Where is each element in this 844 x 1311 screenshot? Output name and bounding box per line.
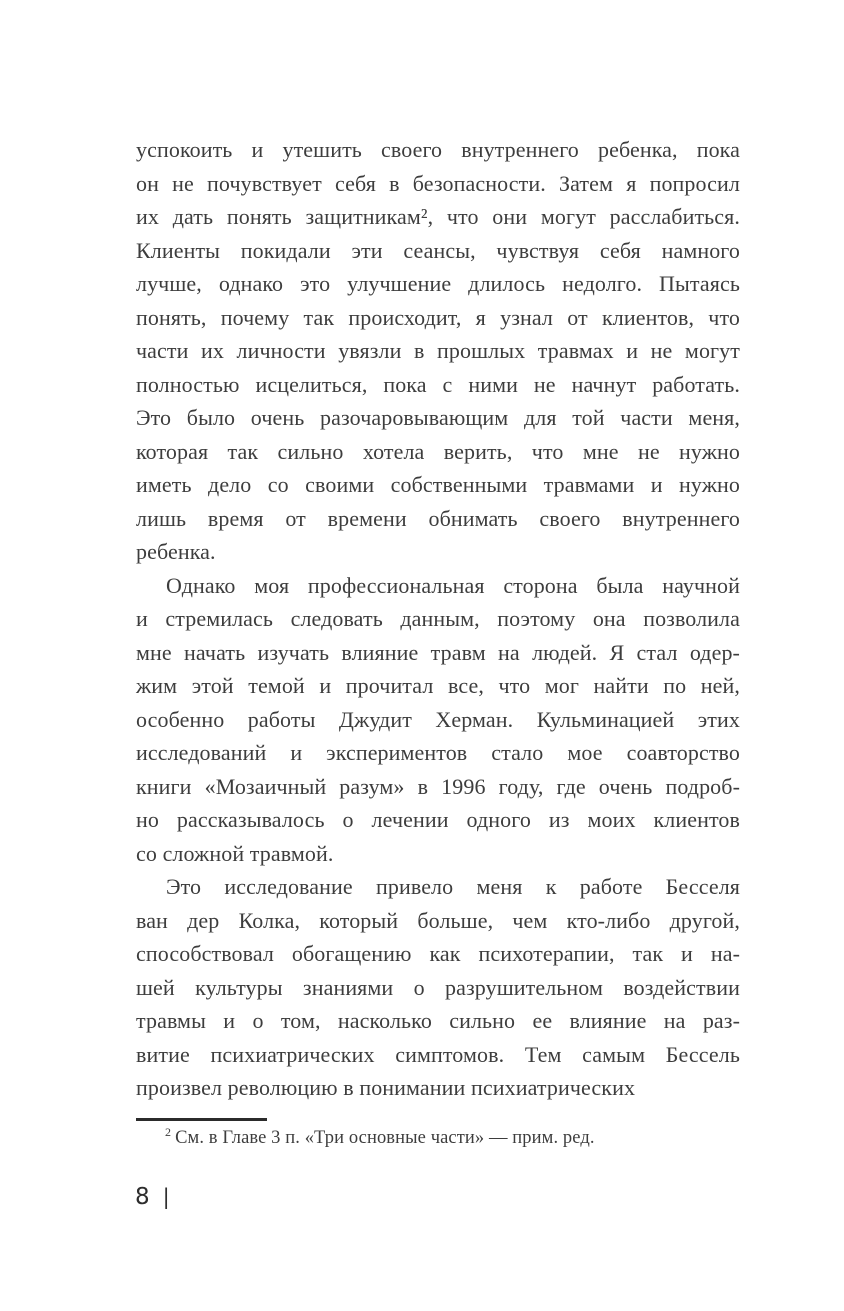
text-line: успокоить и утешить своего внутреннего ребенка, пока: [136, 137, 740, 162]
text-line: их дать понять защитникам², что они могут расслабиться.: [136, 204, 740, 229]
text-line: но рассказывалось о лечении одного из моих клиентов: [136, 807, 740, 832]
text-line: иметь дело со своими собственными травмами и нужно: [136, 472, 740, 497]
text-line: со сложной травмой.: [136, 840, 334, 866]
text-line: мне начать изучать влияние травм на людей. Я стал одер-: [136, 639, 740, 665]
text-line: Однако моя профессиональная сторона была научной: [166, 572, 740, 598]
text-line: которая так сильно хотела верить, что мне не нужно: [136, 438, 740, 464]
text-block: [136, 133, 740, 1105]
text-line: книги «Мозаичный разум» в 1996 году, где очень подроб-: [136, 773, 740, 799]
footnote-body: См. в Главе 3 п. «Три основные части» — прим. ред.: [175, 1128, 595, 1148]
footnote-marker: 2: [165, 1124, 172, 1139]
text-line: и стремилась следовать данным, поэтому она позволила: [136, 606, 740, 631]
text-line: полностью исцелиться, пока с ними не начнут работать.: [136, 371, 740, 397]
footnote-text: [136, 1124, 740, 1152]
text-line: травмы и о том, насколько сильно ее влияние на раз-: [136, 1008, 740, 1033]
footnote-divider: [136, 1118, 267, 1121]
text-line: понять, почему так происходит, я узнал от клиентов, что: [136, 304, 740, 330]
text-line: части их личности увязли в прошлых травмах и не могут: [136, 338, 740, 363]
text-line: шей культуры знаниями о разрушительном воздействии: [136, 974, 740, 1000]
text-line: он не почувствует себя в безопасности. Затем я попросил: [136, 170, 740, 196]
text-line: особенно работы Джудит Херман. Кульминацией этих: [136, 706, 740, 732]
text-line: произвел революцию в понимании психиатрических: [136, 1075, 636, 1100]
text-line: лучше, однако это улучшение длилось недолго. Пытаясь: [136, 271, 740, 296]
text-line: лишь время от времени обнимать своего внутреннего: [136, 505, 740, 531]
text-line: Это исследование привело меня к работе Бесселя: [166, 874, 740, 899]
page-number: 8: [135, 1184, 150, 1210]
text-line: ребенка.: [136, 539, 216, 564]
text-line: Клиенты покидали эти сеансы, чувствуя себя намного: [136, 237, 740, 263]
text-line: Это было очень разочаровывающим для той части меня,: [136, 405, 740, 430]
page-footer: [135, 1184, 170, 1210]
text-line: жим этой темой и прочитал все, что мог найти по ней,: [136, 673, 740, 698]
page-number-divider: |: [162, 1185, 170, 1209]
text-line: способствовал обогащению как психотерапии, так и на-: [136, 941, 740, 966]
text-line: витие психиатрических симптомов. Тем самым Бессель: [136, 1041, 740, 1067]
text-line: исследований и экспериментов стало мое соавторство: [136, 740, 740, 765]
text-line: ван дер Колка, который больше, чем кто-либо другой,: [136, 907, 740, 933]
